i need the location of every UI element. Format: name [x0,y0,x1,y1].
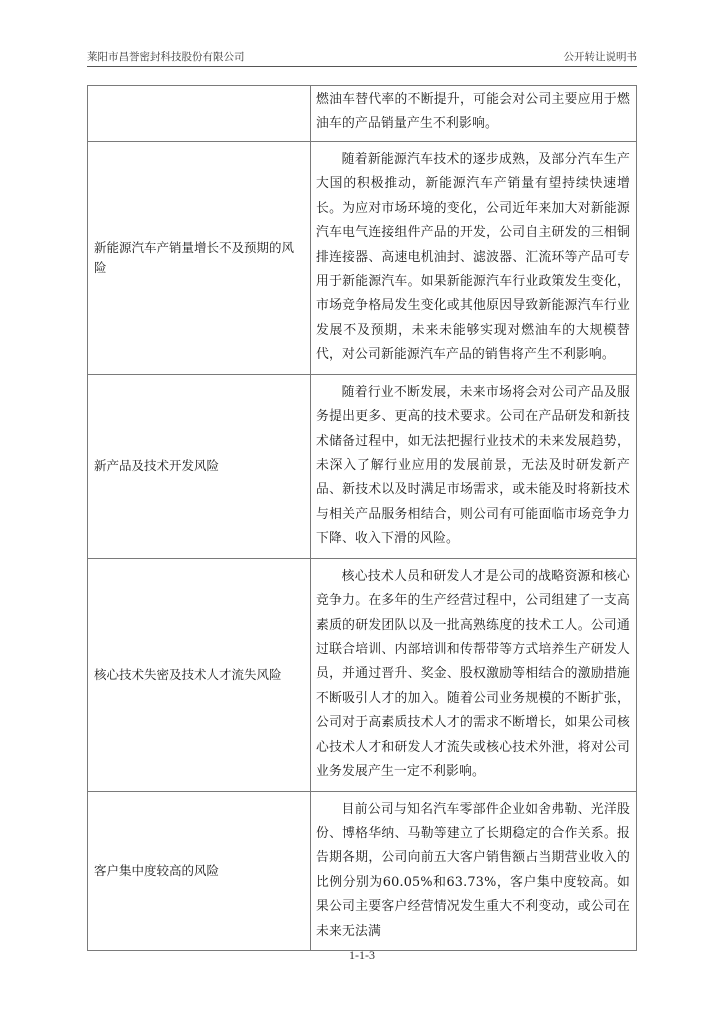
header-divider [87,66,637,67]
table-row [88,558,637,791]
risk-description-cell [311,374,637,558]
risk-name-cell: 核心技术失密及技术人才流失风险 [88,558,311,791]
risk-description-text: 随着行业不断发展，未来市场将会对公司产品及服务提出更多、更高的技术要求。公司在产品研发和新技术储备过程中，如无法把握行业技术的未来发展趋势，未深入了解行业应用的发展前景，无法及时研发新产品、新技术以及时满足市场需求，或未能及时将新技术与相关产品服务相结合，则公司有可能面临市场竞争力下降、收入下滑的风险。 [316,384,630,547]
header-company-name: 莱阳市昌誉密封科技股份有限公司 [87,51,245,63]
risk-name-cell: 客户集中度较高的风险 [88,791,311,950]
page-header [87,49,637,67]
risk-name-cell: 新产品及技术开发风险 [88,374,311,558]
header-document-title: 公开转让说明书 [563,51,637,63]
risk-description-cell [311,558,637,791]
page-number: 1-1-3 [349,948,375,962]
risk-description-text: 随着新能源汽车技术的逐步成熟，及部分汽车生产大国的积极推动，新能源汽车产销量有望持续快速增长。为应对市场环境的变化，公司近年来加大对新能源汽车电气连接组件产品的开发，公司自主研发的三相铜排连接器、高速电机油封、滤波器、汇流环等产品可专用于新能源汽车。如果新能源汽车行业政策发生变化，市场竞争格局发生变化或其他原因导致新能源汽车行业发展不及预期，未来未能够实现对燃油车的大规模替代，对公司新能源汽车产品的销售将产生不利影响。 [316,151,630,363]
risk-description-text: 核心技术人员和研发人才是公司的战略资源和核心竞争力。在多年的生产经营过程中，公司组建了一支高素质的研发团队以及一批高熟练度的技术工人。公司通过联合培训、内部培训和传帮带等方式培养生产研发人员，并通过晋升、奖金、股权激励等相结合的激励措施不断吸引人才的加入。随着公司业务规模的不断扩张，公司对于高素质技术人才的需求不断增长，如果公司核心技术人才和研发人才流失或核心技术外泄，将对公司业务发展产生一定不利影响。 [316,568,630,780]
table-row [88,86,637,142]
risk-description-cell [311,141,637,374]
risk-description-text: 燃油车替代率的不断提升，可能会对公司主要应用于燃油车的产品销量产生不利影响。 [316,92,630,132]
risk-name-cell [88,86,311,142]
table-row [88,374,637,558]
table-row [88,141,637,374]
risk-description-cell [311,86,637,142]
risk-name-cell: 新能源汽车产销量增长不及预期的风险 [88,141,311,374]
risk-description-text: 目前公司与知名汽车零部件企业如舍弗勒、光洋股份、博格华纳、马勒等建立了长期稳定的合作关系。报告期各期，公司向前五大客户销售额占当期营业收入的比例分别为60.05%和63.73%，客户集中度较高。如果公司主要客户经营情况发生重大不利变动，或公司在未来无法满 [316,801,630,939]
table-row [88,791,637,950]
risk-description-cell [311,791,637,950]
risk-factors-table [87,85,637,951]
